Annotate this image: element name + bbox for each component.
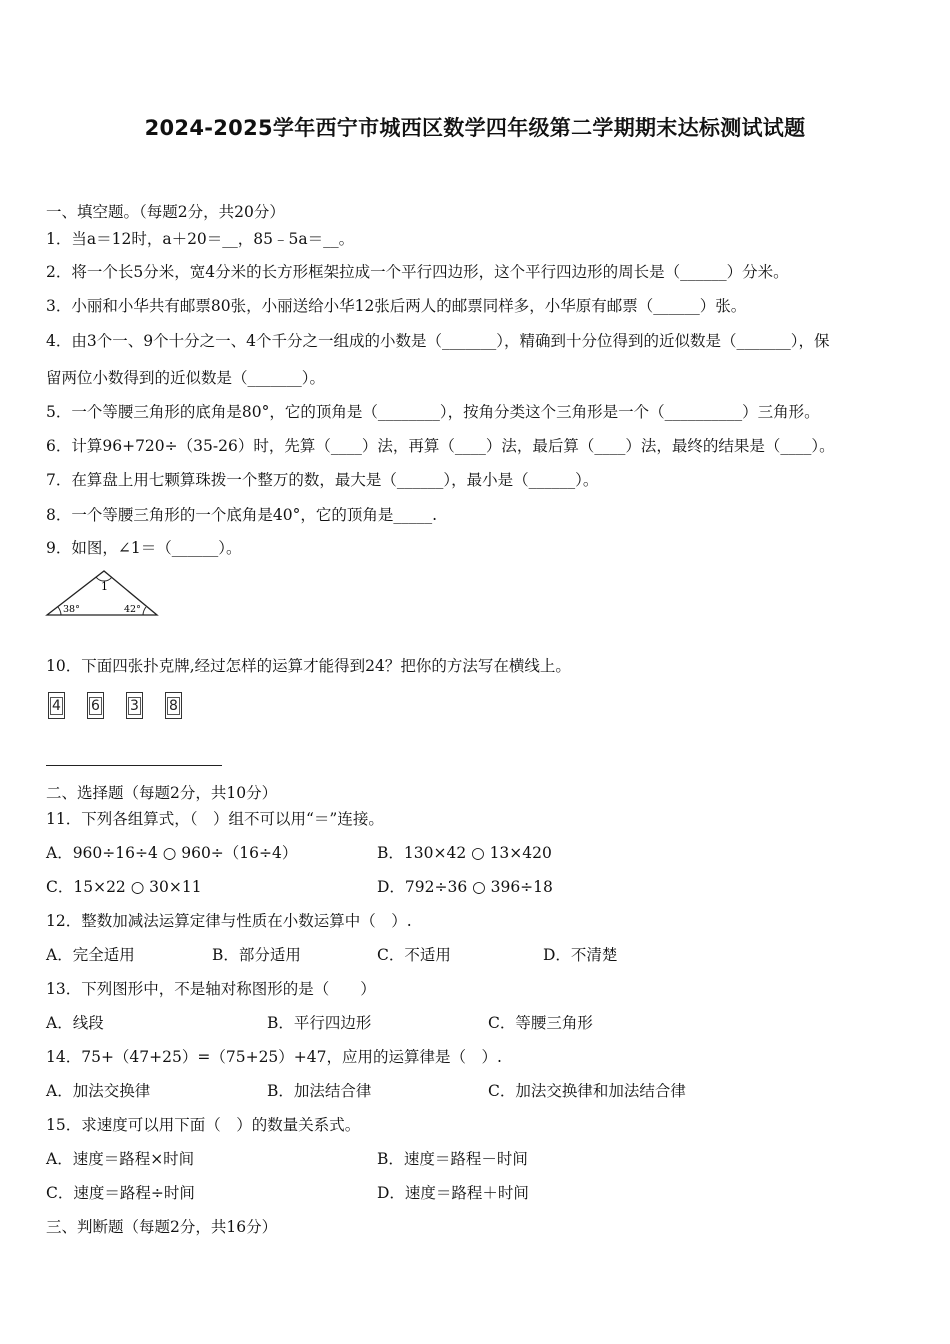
q15-option-a: A．速度＝路程×时间	[46, 1150, 195, 1168]
q11-option-a: A．960÷16÷4 ○ 960÷（16÷4）	[46, 844, 298, 862]
question-13: 13．下列图形中，不是轴对称图形的是（ ）	[46, 980, 376, 998]
q13-option-b: B．平行四边形	[267, 1014, 372, 1032]
q15-option-b: B．速度＝路程－时间	[377, 1150, 528, 1168]
question-7: 7．在算盘上用七颗算珠拨一个整万的数，最大是（______），最小是（______）。	[46, 471, 599, 489]
q12-option-b: B．部分适用	[212, 946, 301, 964]
card-value: 8	[169, 698, 178, 714]
q13-option-a: A．线段	[46, 1014, 104, 1032]
triangle-figure	[44, 567, 162, 619]
question-1: 1．当a＝12时，a＋20＝__，85﹣5a＝__。	[46, 230, 355, 248]
answer-line	[46, 765, 222, 766]
card-value: 4	[52, 698, 61, 714]
q14-option-b: B．加法结合律	[267, 1082, 372, 1100]
question-2: 2．将一个长5分米，宽4分米的长方形框架拉成一个平行四边形，这个平行四边形的周长是（______）分米。	[46, 263, 789, 281]
question-15: 15．求速度可以用下面（ ）的数量关系式。	[46, 1116, 361, 1134]
poker-card	[165, 692, 182, 719]
q15-option-d: D．速度＝路程＋时间	[377, 1184, 529, 1202]
question-12: 12．整数加减法运算定律与性质在小数运算中（ ）.	[46, 912, 412, 930]
section-3-heading: 三、判断题（每题2分，共16分）	[46, 1218, 278, 1236]
q12-option-a: A．完全适用	[46, 946, 135, 964]
question-4-line-2: 留两位小数得到的近似数是（_______）。	[46, 369, 326, 387]
q11-option-d: D．792÷36 ○ 396÷18	[377, 878, 553, 896]
q11-option-c: C．15×22 ○ 30×11	[46, 878, 202, 896]
angle-38-label: 38°	[63, 604, 80, 615]
question-4-line-1: 4．由3个一、9个十分之一、4个千分之一组成的小数是（_______），精确到十分位得到的近似数是（_______），保	[46, 332, 830, 350]
angle-42-label: 42°	[124, 604, 141, 615]
question-10: 10．下面四张扑克牌,经过怎样的运算才能得到24？把你的方法写在横线上。	[46, 657, 571, 675]
q13-option-c: C．等腰三角形	[488, 1014, 593, 1032]
question-14: 14．75+（47+25）=（75+25）+47，应用的运算律是（ ）.	[46, 1048, 502, 1066]
question-9: 9．如图，∠1＝（______）。	[46, 539, 242, 557]
poker-card	[87, 692, 104, 719]
question-11: 11．下列各组算式，（ ）组不可以用“＝”连接。	[46, 810, 384, 828]
question-8: 8．一个等腰三角形的一个底角是40°，它的顶角是_____.	[46, 506, 438, 524]
q15-option-c: C．速度＝路程÷时间	[46, 1184, 195, 1202]
q12-option-c: C．不适用	[377, 946, 451, 964]
card-value: 3	[130, 698, 139, 714]
q14-option-a: A．加法交换律	[46, 1082, 151, 1100]
angle-1-label: 1	[101, 580, 108, 593]
q11-option-b: B．130×42 ○ 13×420	[377, 844, 552, 862]
question-5: 5．一个等腰三角形的底角是80°，它的顶角是（________），按角分类这个三角形是一个（__________）三角形。	[46, 403, 820, 421]
question-3: 3．小丽和小华共有邮票80张，小丽送给小华12张后两人的邮票同样多，小华原有邮票（______）张。	[46, 297, 747, 315]
poker-card	[126, 692, 143, 719]
q12-option-d: D．不清楚	[543, 946, 618, 964]
section-2-heading: 二、选择题（每题2分，共10分）	[46, 784, 278, 802]
question-6: 6．计算96+720÷（35-26）时，先算（____）法，再算（____）法，最后算（____）法，最终的结果是（____）。	[46, 437, 835, 455]
card-value: 6	[91, 698, 100, 714]
page-title: 2024-2025学年西宁市城西区数学四年级第二学期期末达标测试试题	[144, 116, 806, 140]
section-1-heading: 一、填空题。（每题2分，共20分）	[46, 203, 285, 221]
poker-card	[48, 692, 65, 719]
q14-option-c: C．加法交换律和加法结合律	[488, 1082, 686, 1100]
